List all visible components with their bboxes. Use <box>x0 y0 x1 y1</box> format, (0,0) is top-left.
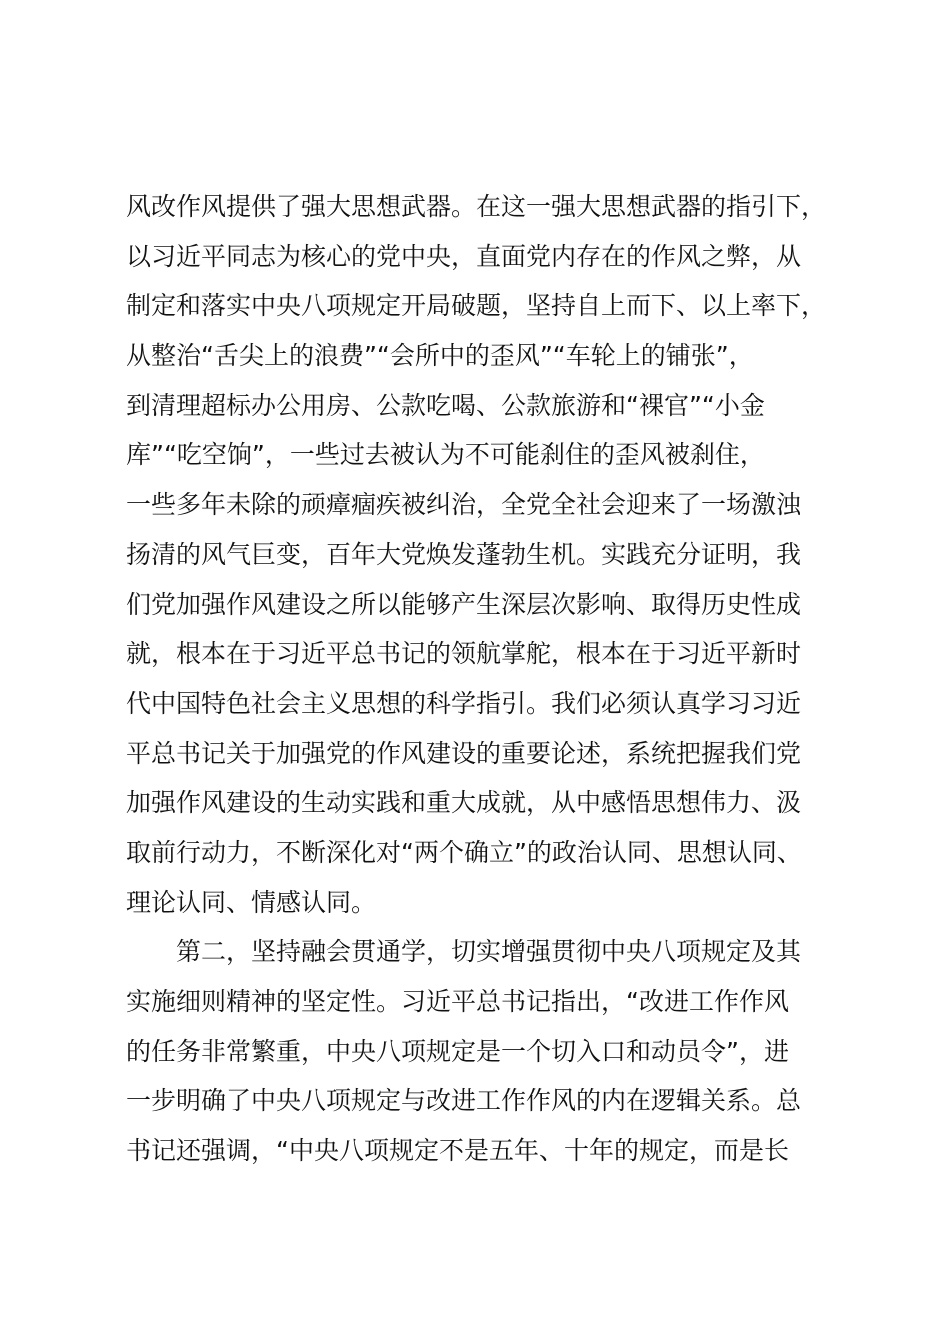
text-line-17: 实施细则精神的坚定性。习近平总书记指出，“改进工作作风 <box>126 987 789 1016</box>
text-line-20: 书记还强调，“中央八项规定不是五年、十年的规定，而是长 <box>126 1136 789 1166</box>
text-line-15: 理论认同、情感认同。 <box>126 887 377 917</box>
text-line-5: 到清理超标办公用房、公款吃喝、公款旅游和“裸官”“小金 <box>126 390 765 420</box>
text-line-12: 平总书记关于加强党的作风建设的重要论述，系统把握我们党 <box>126 738 802 768</box>
text-line-6: 库”“吃空饷”，一些过去被认为不可能刹住的歪风被刹住， <box>126 440 765 470</box>
text-line-2: 以习近平同志为核心的党中央，直面党内存在的作风之弊，从 <box>126 241 802 271</box>
text-line-18: 的任务非常繁重，中央八项规定是一个切入口和动员令”，进 <box>126 1036 789 1066</box>
text-line-11: 代中国特色社会主义思想的科学指引。我们必须认真学习习近 <box>126 688 802 718</box>
text-line-19: 一步明确了中央八项规定与改进工作作风的内在逻辑关系。总 <box>126 1086 802 1116</box>
text-line-10: 就，根本在于习近平总书记的领航掌舵，根本在于习近平新时 <box>126 639 802 669</box>
text-line-1: 风改作风提供了强大思想武器。在这一强大思想武器的指引下， <box>126 192 827 221</box>
text-line-9: 们党加强作风建设之所以能够产生深层次影响、取得历史性成 <box>126 589 802 619</box>
text-line-13: 加强作风建设的生动实践和重大成就，从中感悟思想伟力、汲 <box>126 788 802 818</box>
body-text <box>126 182 866 1176</box>
paragraph-start-line: 第二，坚持融会贯通学，切实增强贯彻中央八项规定及其 <box>176 937 802 967</box>
text-line-8: 扬清的风气巨变，百年大党焕发蓬勃生机。实践充分证明，我 <box>126 539 802 569</box>
text-line-7: 一些多年未除的顽瘴痼疾被纠治，全党全社会迎来了一场激浊 <box>126 490 802 520</box>
text-line-3: 制定和落实中央八项规定开局破题，坚持自上而下、以上率下， <box>126 291 827 321</box>
text-line-4: 从整治“舌尖上的浪费”“会所中的歪风”“车轮上的铺张”， <box>126 341 754 371</box>
text-line-14: 取前行动力，不断深化对“两个确立”的政治认同、思想认同、 <box>126 837 802 867</box>
